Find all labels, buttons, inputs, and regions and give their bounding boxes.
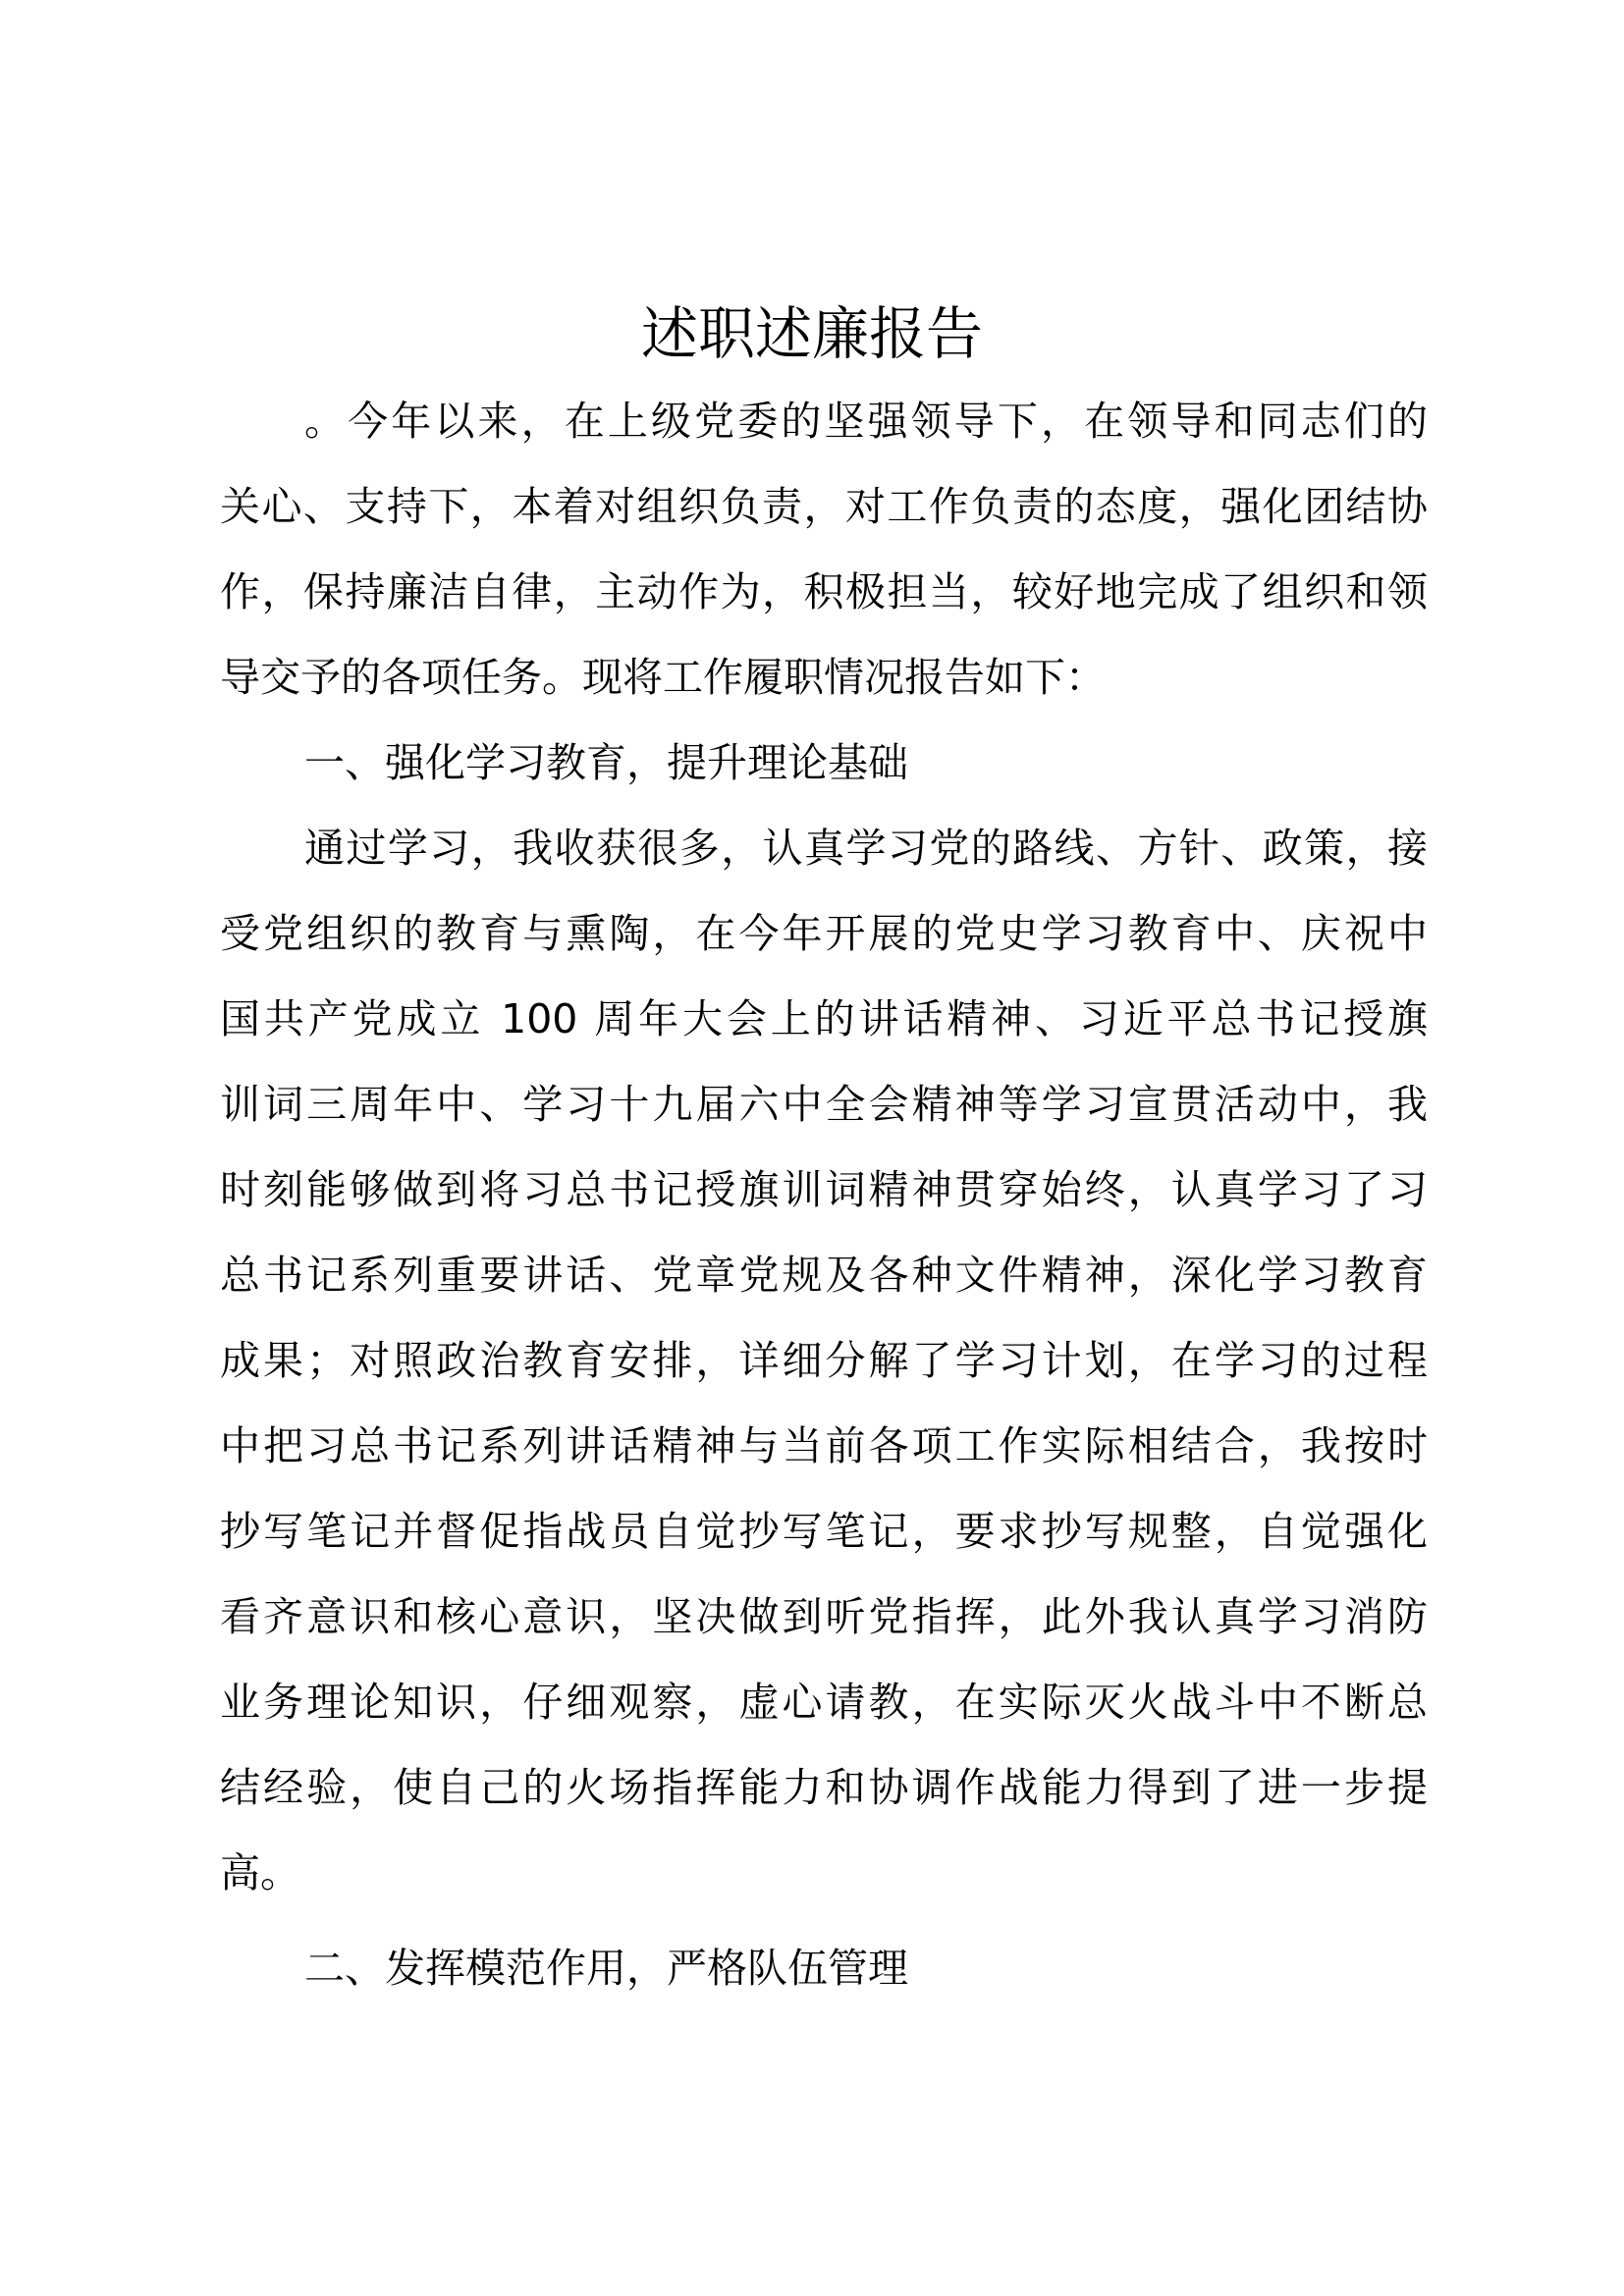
intro-paragraph: [220, 379, 1428, 721]
paragraph-line: 结经验，使自己的火场指挥能力和协调作战能力得到了进一步提: [220, 1764, 1428, 1811]
paragraph-line: 。今年以来，在上级党委的坚强领导下，在领导和同志们的: [304, 398, 1428, 445]
paragraph-line: 通过学习，我收获很多，认真学习党的路线、方针、政策，接: [304, 825, 1428, 872]
paragraph-line: 时刻能够做到将习总书记授旗训词精神贯穿始终，认真学习了习: [220, 1166, 1428, 1213]
paragraph-line: 受党组织的教育与熏陶，在今年开展的党史学习教育中、庆祝中: [220, 910, 1428, 957]
document-title: 述职述廉报告: [640, 300, 983, 367]
paragraph-line: 成果；对照政治教育安排，详细分解了学习计划，在学习的过程: [220, 1337, 1428, 1384]
paragraph-line: 国共产党成立 100 周年大会上的讲话精神、习近平总书记授旗: [220, 995, 1428, 1042]
paragraph-line: 高。: [220, 1849, 300, 1896]
paragraph-line: 业务理论知识，仔细观察，虚心请教，在实际灭火战斗中不断总: [220, 1679, 1428, 1726]
section-heading-1: 一、强化学习教育，提升理论基础: [304, 739, 908, 786]
paragraph-line: 总书记系列重要讲话、党章党规及各种文件精神，深化学习教育: [220, 1252, 1428, 1299]
paragraph-line: 导交予的各项任务。现将工作履职情况报告如下：: [220, 654, 1106, 701]
paragraph-line: 作，保持廉洁自律，主动作为，积极担当，较好地完成了组织和领: [220, 568, 1428, 615]
section-heading-2: 二、发挥模范作用，严格队伍管理: [304, 1945, 908, 1992]
paragraph-line: 关心、支持下，本着对组织负责，对工作负责的态度，强化团结协: [220, 483, 1428, 530]
paragraph-line: 训词三周年中、学习十九届六中全会精神等学习宣贯活动中，我: [220, 1081, 1428, 1128]
section-1-paragraph: [220, 806, 1428, 1916]
paragraph-line: 看齐意识和核心意识，坚决做到听党指挥，此外我认真学习消防: [220, 1593, 1428, 1640]
paragraph-line: 抄写笔记并督促指战员自觉抄写笔记，要求抄写规整，自觉强化: [220, 1508, 1428, 1555]
paragraph-spacer: [220, 1916, 1428, 1926]
paragraph-line: 中把习总书记系列讲话精神与当前各项工作实际相结合，我按时: [220, 1422, 1428, 1469]
document-body: [220, 379, 1428, 2011]
